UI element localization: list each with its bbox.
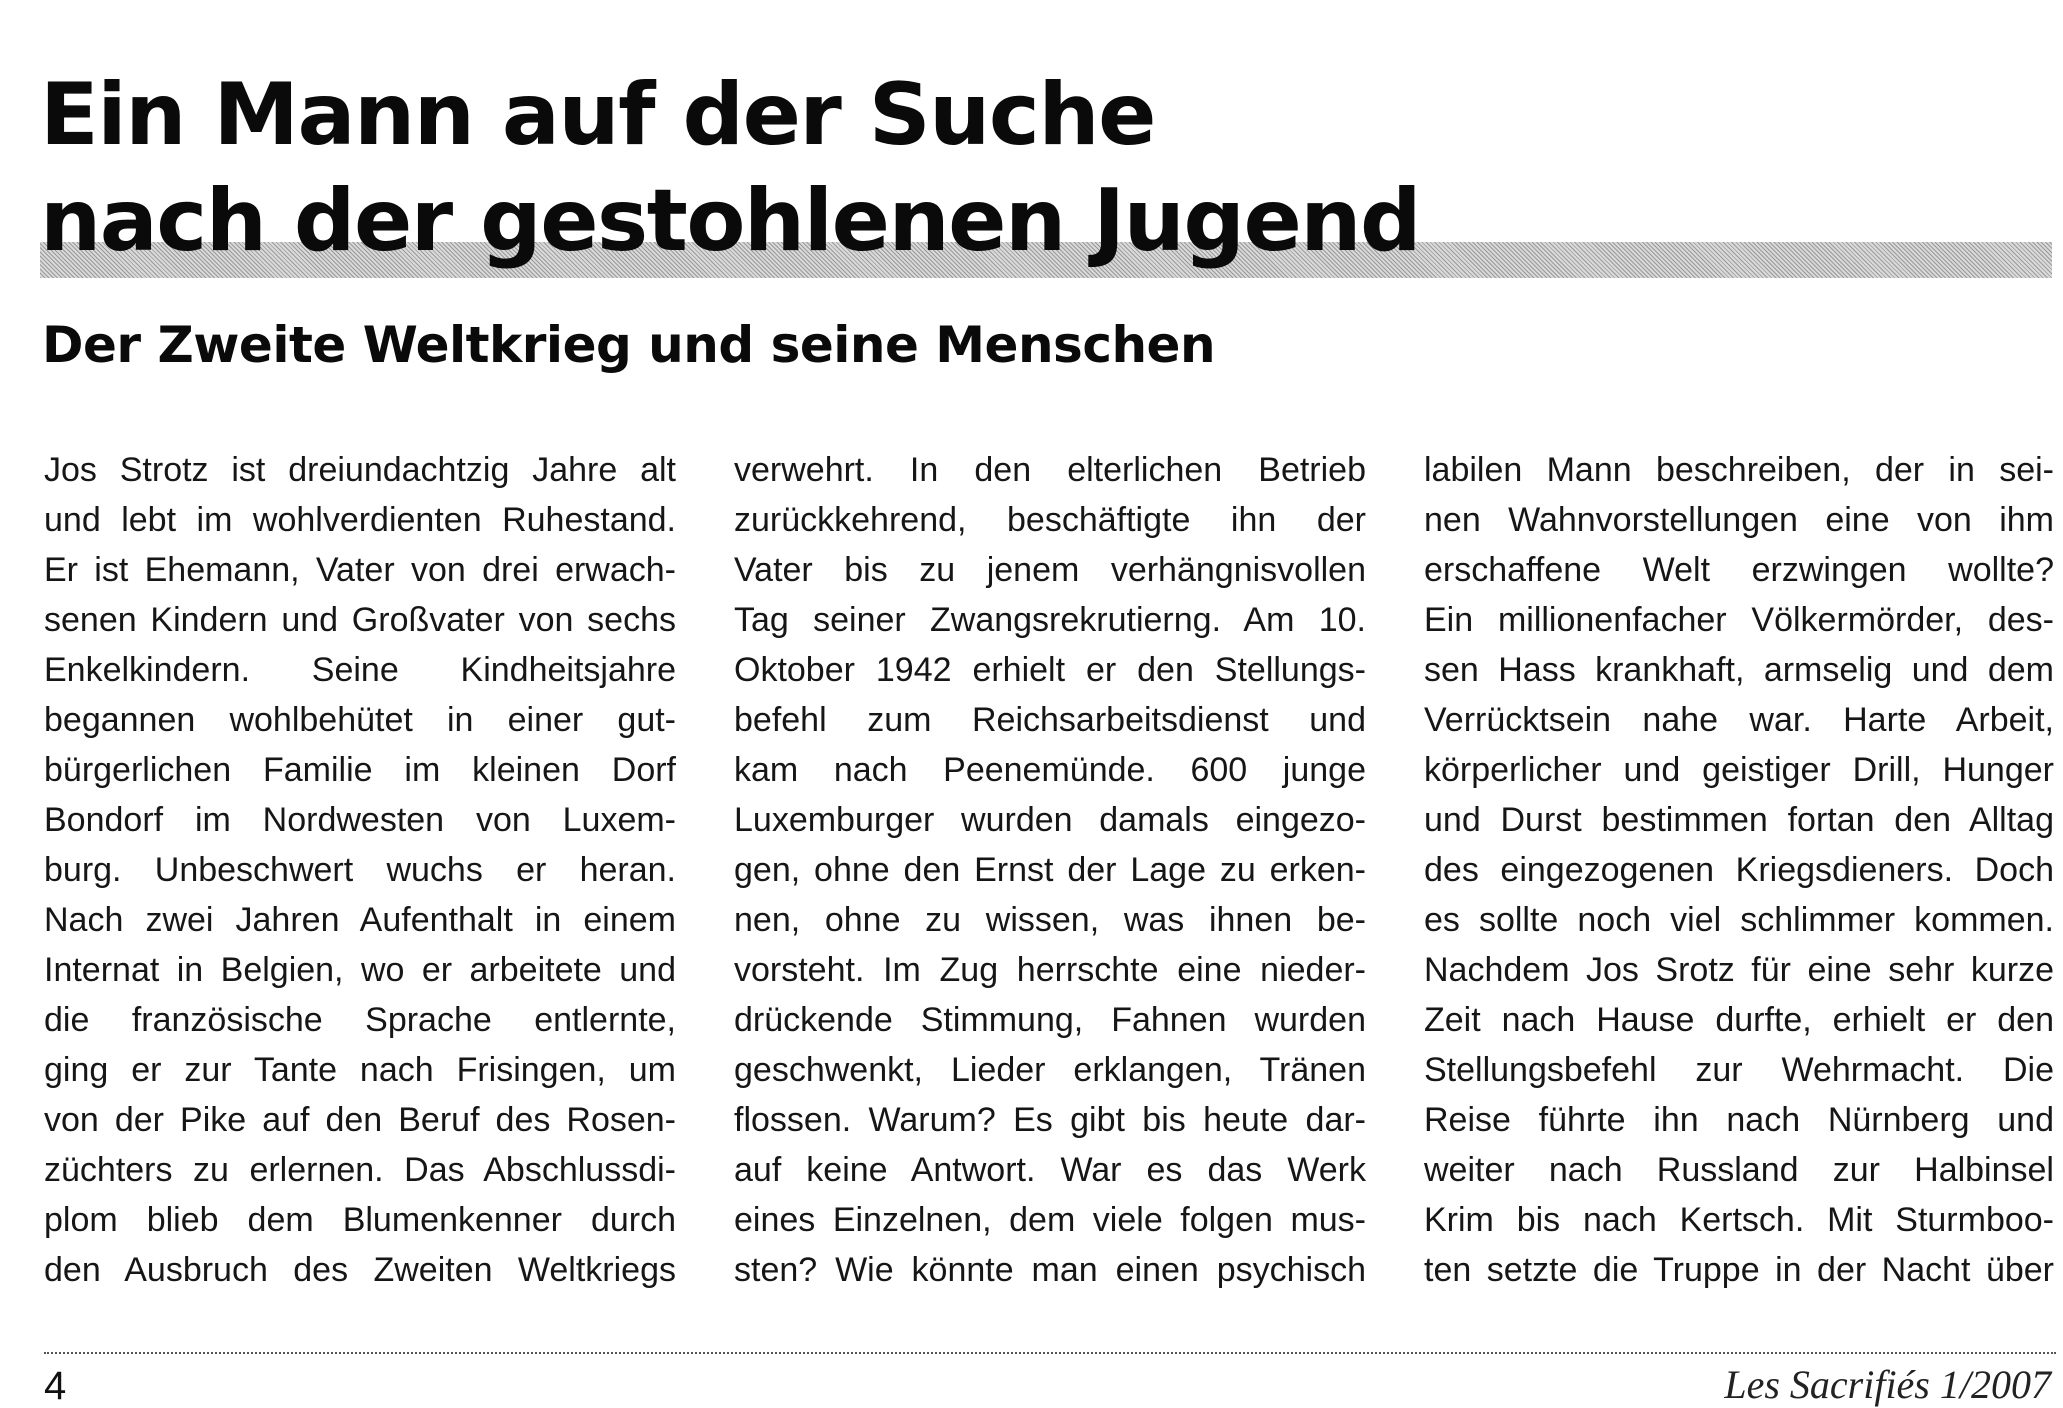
- body-text-line: flossen. Warum? Es gibt bis heute dar-: [734, 1101, 1366, 1139]
- body-text-line: erschaffene Welt erzwingen wollte?: [1424, 551, 2054, 589]
- body-text-line: Luxemburger wurden damals eingezo-: [734, 801, 1366, 839]
- body-text-line: Er ist Ehemann, Vater von drei erwach-: [44, 551, 676, 589]
- body-text-line: sen Hass krankhaft, armselig und dem: [1424, 651, 2054, 689]
- body-text-line: Nachdem Jos Srotz für eine sehr kurze: [1424, 951, 2054, 989]
- body-text-line: zurückkehrend, beschäftigte ihn der: [734, 501, 1366, 539]
- body-text-line: Internat in Belgien, wo er arbeitete und: [44, 951, 676, 989]
- body-text-line: und lebt im wohlverdienten Ruhestand.: [44, 501, 676, 539]
- article-subheadline: Der Zweite Weltkrieg und seine Menschen: [42, 316, 1216, 374]
- body-text-line: Jos Strotz ist dreiundachtzig Jahre alt: [44, 451, 676, 489]
- body-text-line: drückende Stimmung, Fahnen wurden: [734, 1001, 1366, 1039]
- text-column-3: [1424, 445, 2054, 1295]
- body-text-line: verwehrt. In den elterlichen Betrieb: [734, 451, 1366, 489]
- body-text-line: Ein millionenfacher Völkermörder, des-: [1424, 601, 2054, 639]
- body-text-line: Tag seiner Zwangsrekrutierng. Am 10.: [734, 601, 1366, 639]
- body-text-line: Enkelkindern. Seine Kindheitsjahre: [44, 651, 676, 689]
- body-text-line: Stellungsbefehl zur Wehrmacht. Die: [1424, 1051, 2054, 1089]
- body-text-line: sten? Wie könnte man einen psychisch: [734, 1251, 1366, 1289]
- body-text-line: Bondorf im Nordwesten von Luxem-: [44, 801, 676, 839]
- body-text-line: auf keine Antwort. War es das Werk: [734, 1151, 1366, 1189]
- body-text-line: Vater bis zu jenem verhängnisvollen: [734, 551, 1366, 589]
- body-text-line: ten setzte die Truppe in der Nacht über: [1424, 1251, 2054, 1289]
- page-number: 4: [44, 1364, 67, 1408]
- body-text-line: burg. Unbeschwert wuchs er heran.: [44, 851, 676, 889]
- body-text-line: labilen Mann beschreiben, der in sei-: [1424, 451, 2054, 489]
- body-text-line: es sollte noch viel schlimmer kommen.: [1424, 901, 2054, 939]
- publication-title: Les Sacrifiés 1/2007: [1724, 1362, 2051, 1407]
- body-text-line: züchters zu erlernen. Das Abschlussdi-: [44, 1151, 676, 1189]
- body-text-line: ging er zur Tante nach Frisingen, um: [44, 1051, 676, 1089]
- body-text-line: gen, ohne den Ernst der Lage zu erken-: [734, 851, 1366, 889]
- body-text-line: und Durst bestimmen fortan den Alltag: [1424, 801, 2054, 839]
- body-text-line: Verrücktsein nahe war. Harte Arbeit,: [1424, 701, 2054, 739]
- body-text-line: vorsteht. Im Zug herrschte eine nieder-: [734, 951, 1366, 989]
- body-text-line: befehl zum Reichsarbeitsdienst und: [734, 701, 1366, 739]
- body-text-line: geschwenkt, Lieder erklangen, Tränen: [734, 1051, 1366, 1089]
- body-text-line: Krim bis nach Kertsch. Mit Sturmboo-: [1424, 1201, 2054, 1239]
- body-text-line: kam nach Peenemünde. 600 junge: [734, 751, 1366, 789]
- body-text-line: Reise führte ihn nach Nürnberg und: [1424, 1101, 2054, 1139]
- body-text-line: die französische Sprache entlernte,: [44, 1001, 676, 1039]
- body-text-line: den Ausbruch des Zweiten Weltkriegs: [44, 1251, 676, 1289]
- headline-line-1: Ein Mann auf der Suche: [40, 65, 1155, 165]
- text-column-1: [44, 445, 676, 1295]
- footer-dotted-rule: [44, 1352, 2056, 1354]
- body-text-line: körperlicher und geistiger Drill, Hunger: [1424, 751, 2054, 789]
- body-text-line: begannen wohlbehütet in einer gut-: [44, 701, 676, 739]
- body-text-line: Nach zwei Jahren Aufenthalt in einem: [44, 901, 676, 939]
- body-text-line: weiter nach Russland zur Halbinsel: [1424, 1151, 2054, 1189]
- headline-line-2: nach der gestohlenen Jugend: [40, 171, 1421, 271]
- body-text-line: Oktober 1942 erhielt er den Stellungs-: [734, 651, 1366, 689]
- body-text-line: senen Kindern und Großvater von sechs: [44, 601, 676, 639]
- body-text-line: bürgerlichen Familie im kleinen Dorf: [44, 751, 676, 789]
- body-text-line: nen Wahnvorstellungen eine von ihm: [1424, 501, 2054, 539]
- body-text-line: von der Pike auf den Beruf des Rosen-: [44, 1101, 676, 1139]
- body-text-line: des eingezogenen Kriegsdieners. Doch: [1424, 851, 2054, 889]
- headline-block: [40, 62, 2040, 288]
- article-headline: [40, 62, 1420, 274]
- body-text-line: Zeit nach Hause durfte, erhielt er den: [1424, 1001, 2054, 1039]
- body-text-line: nen, ohne zu wissen, was ihnen be-: [734, 901, 1366, 939]
- body-text-line: plom blieb dem Blumenkenner durch: [44, 1201, 676, 1239]
- text-column-2: [734, 445, 1366, 1295]
- body-text-line: eines Einzelnen, dem viele folgen mus-: [734, 1201, 1366, 1239]
